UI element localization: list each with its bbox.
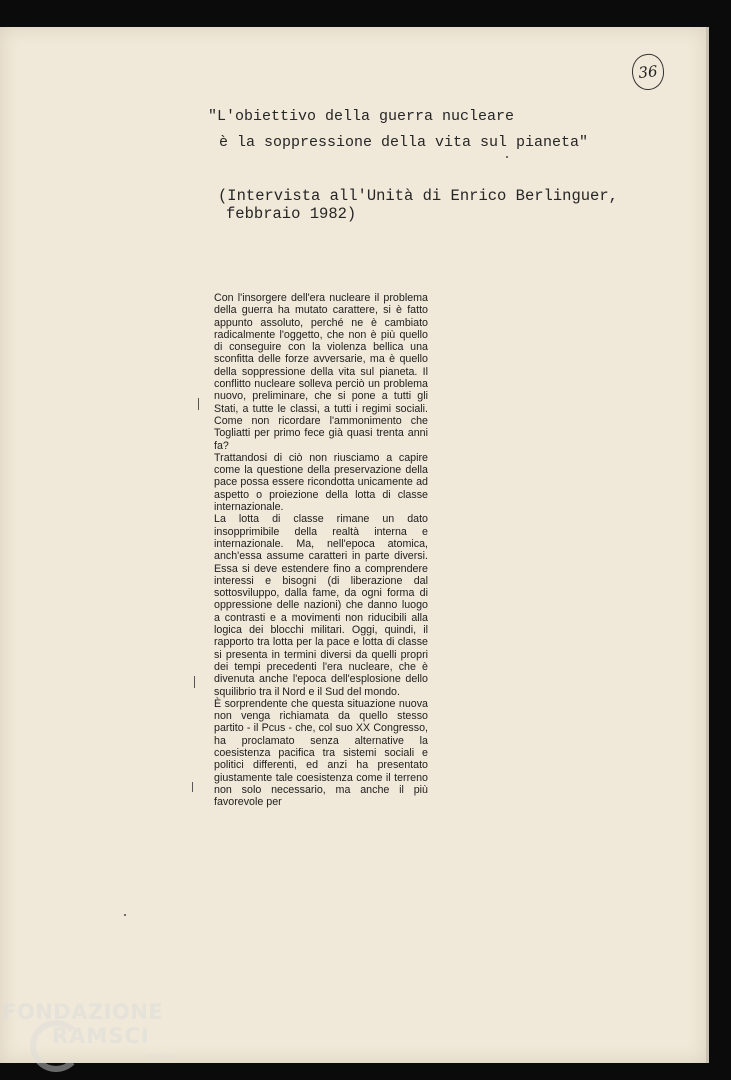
article-paragraph: Trattandosi di ciò non riusciamo a capire come la questione della preservazione della pace possa essere ricondotta unicamente ad aspetto o proiezione della lotta di classe internazionale. [214, 451, 428, 514]
watermark-line-1: FONDAZIONE [2, 1000, 164, 1024]
article-paragraph: È sorprendente che questa situazione nuova non venga richiamata da quello stesso partito - il Pcus - che, col suo XX Congresso, ha proclamato senza alternative la coesistenza pacifica tra sistemi sociali e politici differenti, ed anzi ha presentato giustamente tale coesistenza come il terreno non solo necessario, ma anche il più favorevole per [214, 697, 428, 809]
citation-line-1: (Intervista all'Unità di Enrico Berlinguer, [218, 187, 618, 205]
article-paragraph: Con l'insorgere dell'era nucleare il problema della guerra ha mutato carattere, si è fatto appunto assoluto, perché ne è cambiato radicalmente l'oggetto, che non è più quello di conseguire con la violenza bellica una sconfitta delle forze avversarie, ma è quello della soppressione della vita sul pianeta. Il conflitto nucleare solleva perciò un problema nuovo, preliminare, che si pone a tutti gli Stati, a tutte le classi, a tutti i regimi sociali. Come non ricordare l'ammonimento che Togliatti per primo fece già quasi trenta anni fa? [214, 292, 428, 452]
margin-mark [192, 782, 193, 792]
citation-line-2: febbraio 1982) [226, 205, 357, 223]
page-number-stamp: 36 [630, 52, 666, 91]
margin-mark [194, 676, 195, 688]
paper-speck [124, 914, 126, 916]
margin-mark [198, 398, 199, 410]
paper-speck [506, 156, 508, 158]
watermark-line-2: RAMSCI [52, 1024, 150, 1048]
heading-line-2: è la soppressione della vita sul pianeta" [219, 134, 589, 151]
watermark-line-3: onlus [147, 1052, 177, 1062]
article-column [214, 292, 428, 808]
heading-line-1: "L'obiettivo della guerra nucleare [208, 108, 515, 125]
article-paragraph: La lotta di classe rimane un dato insopprimibile della realtà interna e internazionale. Ma, nell'epoca atomica, anch'essa assume caratteri in parte diversi. Essa si deve estendere fino a comprendere interessi e bisogni (di liberazione dal sottosviluppo, dalla fame, da ogni forma di oppressione delle nazioni) che danno luogo a contrasti e a movimenti non riducibili alla logica dei blocchi militari. Oggi, quindi, il rapporto tra lotta per la pace e lotta di classe si presenta in termini diversi da quelli propri dei tempi precedenti l'era nucleare, che è divenuta anche l'epoca dell'esplosione dello squilibrio tra il Nord e il Sud del mondo. [214, 513, 428, 698]
fondazione-gramsci-watermark [2, 1000, 202, 1080]
page-edge [706, 27, 709, 1063]
